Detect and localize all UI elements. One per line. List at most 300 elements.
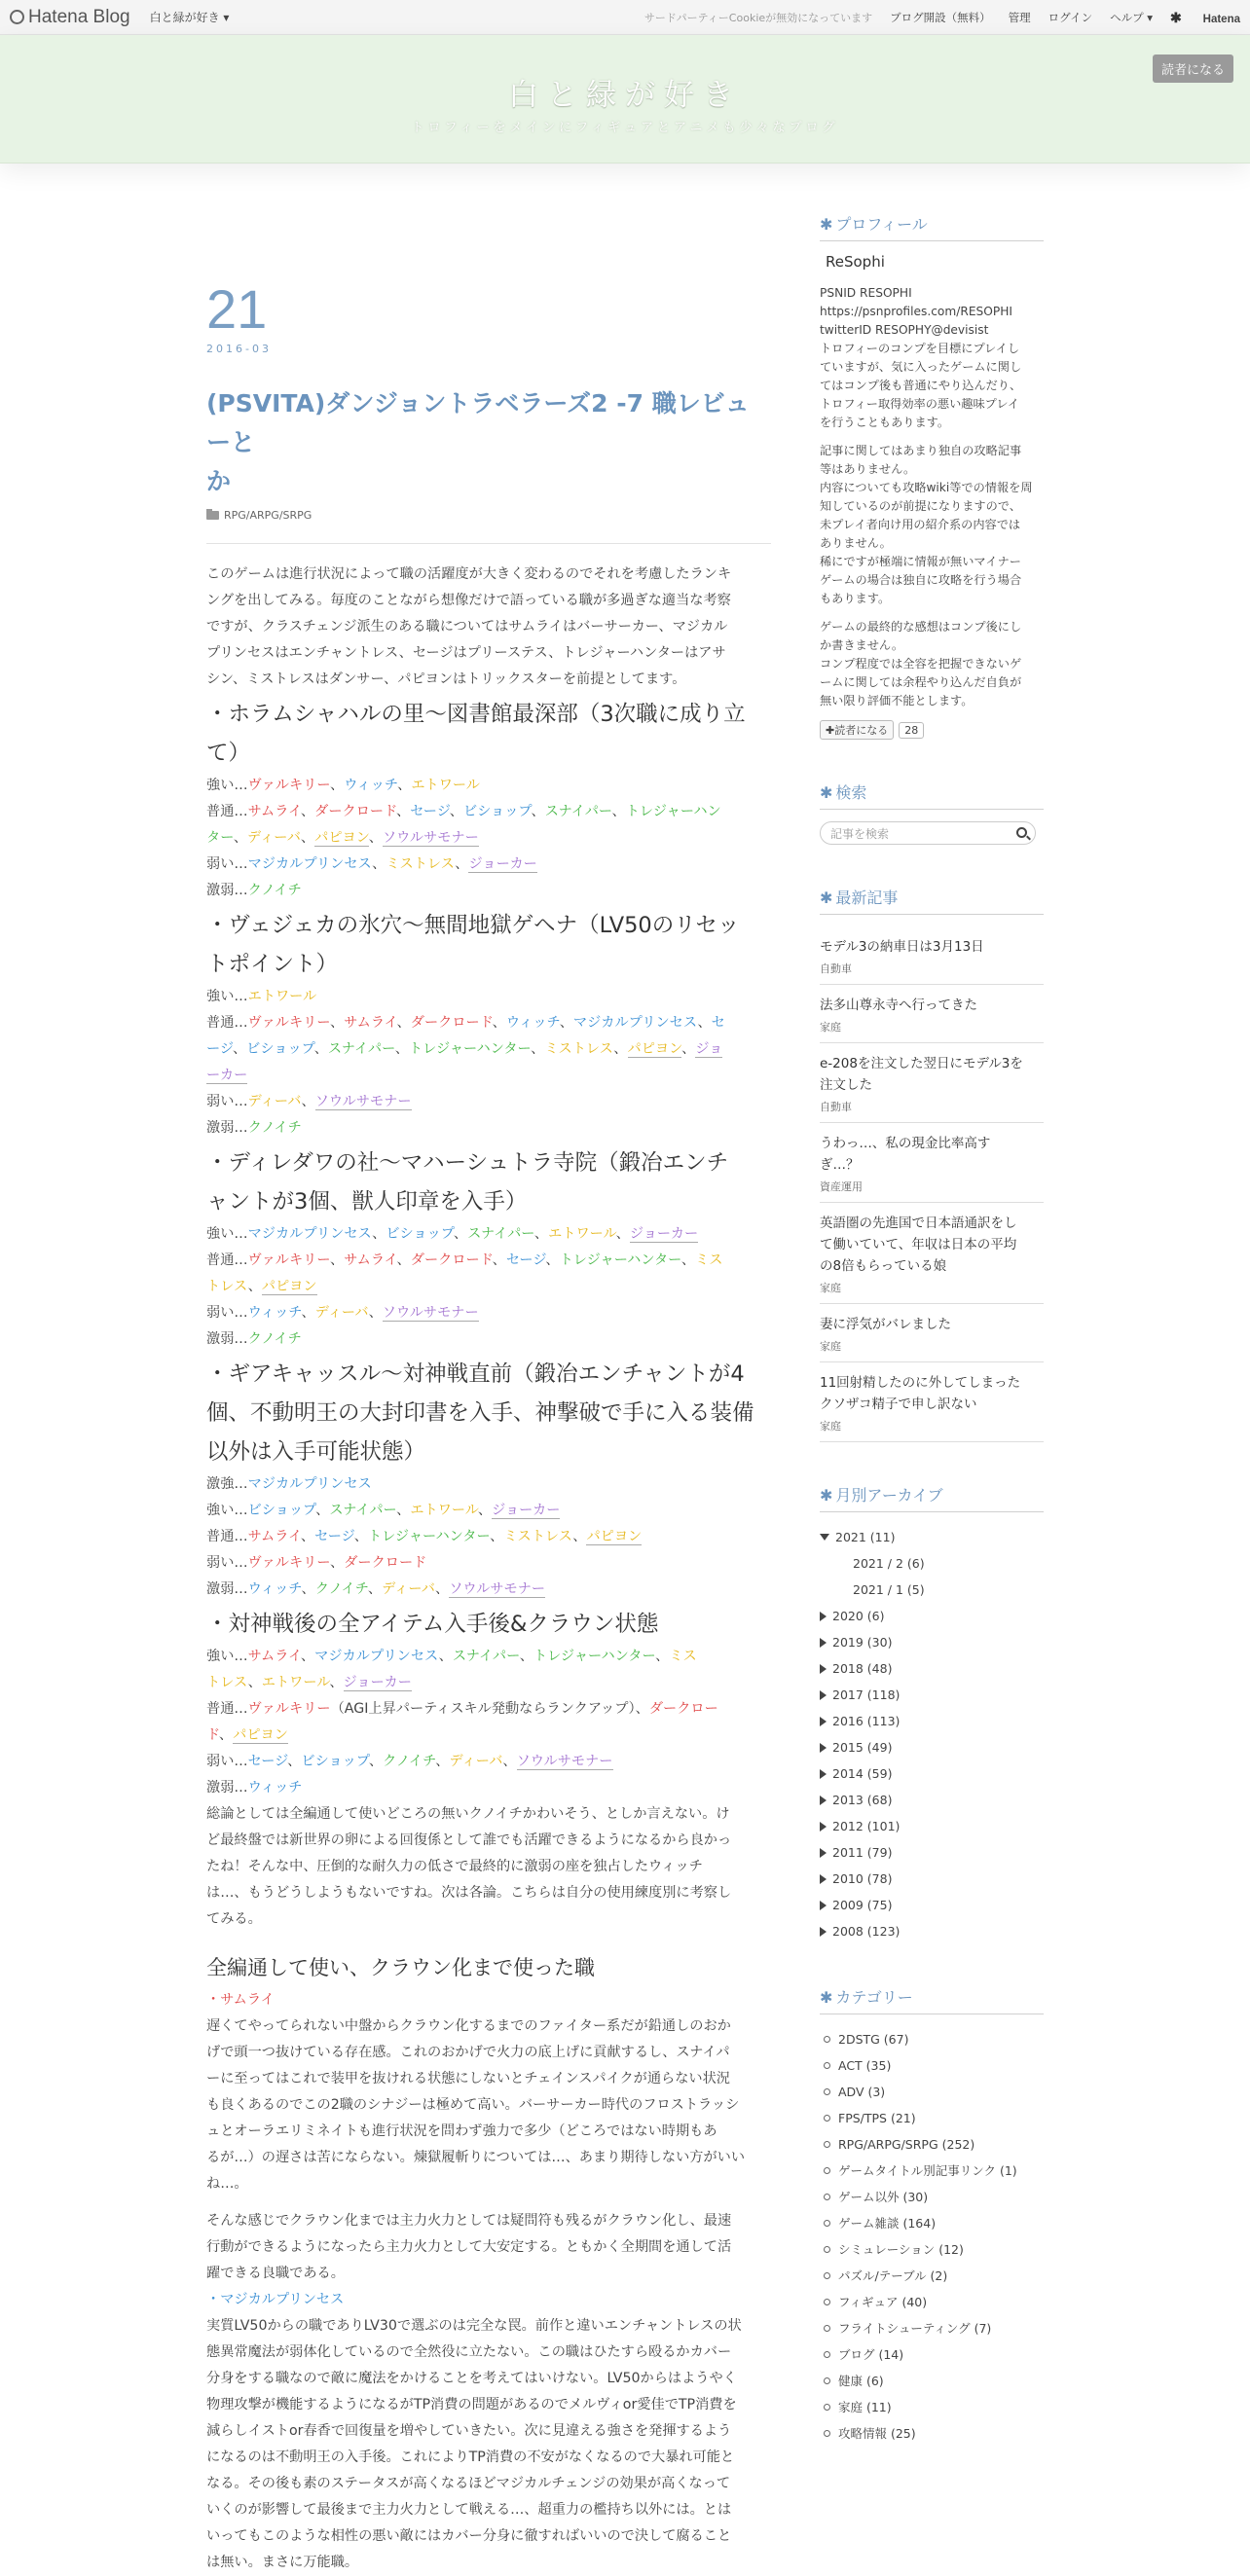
job-darklord: ダークロード [410, 1252, 493, 1268]
job-treasure-part: ター [206, 830, 234, 846]
job-soul-summoner: ソウルサモナー [516, 1754, 613, 1769]
rank-very-weak [206, 1577, 771, 1603]
archive-year[interactable] [820, 1603, 1044, 1629]
job-witch: ウィッチ [247, 1780, 303, 1796]
category-item[interactable]: 健康 (6) [820, 2368, 1044, 2394]
rank-very-weak [206, 1115, 771, 1142]
category-item[interactable]: 家庭 (11) [820, 2394, 1044, 2420]
search-module [820, 780, 1044, 845]
entry-category-label: RPG/ARPG/SRPG [224, 509, 312, 522]
job-sage: セージ [410, 804, 450, 819]
text-line: ーに至ってはこれで装甲を抜けれる状態にしないとチェインスパイクが通らない状況 [206, 2071, 730, 2086]
text-line: 稀にですが極端に情報が無いマイナー [820, 555, 1021, 568]
rank-label: 強い… [206, 778, 248, 793]
samurai-paragraph-2 [206, 2208, 771, 2287]
job-etoile: エトワール [411, 778, 480, 793]
job-papillon: パピヨン [627, 1041, 682, 1057]
recent-entry[interactable] [820, 1362, 1044, 1442]
sep: 、 [300, 830, 315, 846]
text-line: るが…）の遅さは苦にならない。煉獄履斬りについては…、あまり期待しない方がいい [206, 2150, 746, 2165]
category-item[interactable]: フライトシューティング (7) [820, 2315, 1044, 2341]
text-line: ュとオーラエリミネイトも進行状況を問わず強力で多少（どころではない時期もあ [206, 2123, 717, 2139]
text-line: 分身をする職なので敵に魔法をかけることを考えてはいけない。LV50からはようやく [206, 2371, 737, 2386]
job-witch: ウィッチ [344, 778, 398, 793]
text-line: ね…。 [206, 2176, 248, 2192]
sep: 、 [492, 1015, 506, 1031]
archive-year[interactable] [820, 1787, 1044, 1813]
chevron-right-icon[interactable] [820, 1690, 827, 1700]
chevron-right-icon[interactable] [820, 1769, 827, 1779]
sep: 、 [301, 1581, 315, 1597]
heading-line: トポイント） [206, 952, 339, 977]
sep: 、 [615, 1226, 630, 1242]
sep: 、 [697, 1015, 712, 1031]
text-line: ありません。 [820, 536, 892, 550]
recent-entry-title[interactable] [820, 1053, 1044, 1096]
rank-very-strong [206, 1471, 771, 1498]
sep: 、 [477, 1503, 493, 1518]
recent-entry[interactable] [820, 985, 1044, 1043]
recent-entry[interactable] [820, 926, 1044, 985]
text-line: たね！そんな中、圧倒的な耐久力の低さで最終的に激弱の座を独占したウィッチ [206, 1859, 703, 1874]
job-samurai: サムライ [344, 1252, 397, 1268]
sep: 、 [367, 1581, 383, 1597]
chevron-right-icon[interactable] [820, 1612, 827, 1621]
heading-line: ・ホラムシャハルの里〜図書館最深部（3次職に成り立 [206, 702, 746, 727]
sep: 、 [301, 1094, 315, 1109]
samurai-paragraph [206, 2014, 771, 2197]
job-sniper: スナイパー [467, 1226, 534, 1242]
sep: 、 [533, 1226, 549, 1242]
job-darklord-part: ダークロー [648, 1701, 718, 1717]
archive-module [820, 1483, 1044, 1944]
search-icon[interactable] [1016, 827, 1027, 838]
job-kunoichi: クノイチ [383, 1754, 436, 1769]
sep: 、 [372, 1226, 386, 1242]
title-line: の8倍もらっている娘 [820, 1258, 947, 1274]
rank-label: 普通… [206, 1252, 248, 1268]
recent-entry-category[interactable]: 自動車 [820, 962, 852, 975]
chevron-right-icon[interactable] [820, 1874, 827, 1884]
sep: 、 [531, 1041, 545, 1057]
sep: 、 [218, 1727, 234, 1743]
archive-year[interactable] [820, 1682, 1044, 1708]
rank-label: 激弱… [206, 1581, 248, 1597]
subscribe-button[interactable]: 読者になる [1153, 54, 1233, 83]
module-title [820, 1483, 1044, 1512]
section-heading: ・対神戦後の全アイテム入手後&クラウン状態 [206, 1612, 659, 1637]
rank-label: 強い… [206, 1503, 248, 1518]
archive-year-label[interactable]: 2012 (101) [832, 1819, 901, 1833]
job-treasure-hunter: トレジャーハンター [559, 1252, 681, 1268]
hatena-blog-logo[interactable] [10, 7, 130, 28]
agi-note: （AGI上昇パーティスキル発動ならランクアップ） [330, 1701, 636, 1717]
text-line: 減らしイストor春香で回復量を増やしていきたい。次に見違える強さを発揮するよう [206, 2423, 732, 2439]
entry-title[interactable] [206, 384, 771, 501]
chevron-right-icon[interactable] [820, 1743, 827, 1753]
archive-year-label[interactable]: 2008 (123) [832, 1924, 901, 1939]
job-sage: セージ [247, 1754, 288, 1769]
title-line: て働いていて、年収は日本の平均 [820, 1237, 1017, 1252]
archive-year-label[interactable]: 2021 (11) [835, 1530, 896, 1544]
sep: 、 [353, 1529, 368, 1544]
job-sniper: スナイパー [329, 1503, 397, 1518]
text-line: 物理攻撃が機能するようになるがTP消費の問題があるのでメルヴィor愛佳でTP消費を [206, 2397, 737, 2413]
category-item[interactable]: 攻略情報 (25) [820, 2420, 1044, 2447]
text-line: シン、ミストレスはダンサー、パピヨンはトリックスターを前提としてます。 [206, 671, 686, 687]
rank-label: 激強… [206, 1476, 248, 1492]
rank-label: 強い… [206, 1649, 248, 1664]
job-valkyrie: ヴァルキリー [247, 1015, 330, 1031]
job-joker-part: ーカー [206, 1068, 248, 1083]
archive-month[interactable]: 2021 / 1 (5) [853, 1582, 925, 1597]
search-input[interactable] [820, 821, 1036, 845]
job-papillon: パピヨン [261, 1279, 317, 1294]
job-joker: ジョーカー [492, 1503, 561, 1518]
text-line: げで頭一つ抜けている存在感。これのおかげで火力の底上げに貢献するし、スナイパ [206, 2045, 730, 2060]
recent-entry-category[interactable]: 家庭 [820, 1021, 841, 1034]
archive-year-label[interactable]: 2011 (79) [832, 1845, 893, 1860]
text-line: は無い。まさに万能職。 [206, 2555, 359, 2570]
asterisk-icon: ✱ [820, 215, 833, 234]
title-line: 注文した [820, 1077, 872, 1093]
text-line: 未プレイ者向け用の紹介系の内容では [820, 518, 1021, 531]
section-heading [206, 1143, 771, 1221]
folder-icon [206, 511, 219, 520]
job-darklord: ダークロード [344, 1555, 427, 1571]
heading-line: ・ディレダワの社〜マハーシュトラ寺院（鍛冶エンチ [206, 1150, 729, 1176]
rank-label: 激弱… [206, 1780, 248, 1796]
text-line: 態異常魔法が弱体化しているので全然役に立たない。この職はひたすら殴るかカバー [206, 2344, 732, 2360]
sep: 、 [655, 1649, 670, 1664]
sep: 、 [330, 778, 345, 793]
job-sage: セージ [505, 1252, 546, 1268]
sep: 、 [613, 1041, 628, 1057]
recent-entry-category[interactable]: 資産運用 [820, 1180, 863, 1193]
chevron-right-icon[interactable] [820, 1796, 827, 1805]
text-line: 等はありません。 [820, 462, 916, 476]
sep: 、 [315, 1503, 330, 1518]
text-line: このゲームは進行状況によって職の活躍度が大きく変わるのでそれを考慮したランキ [206, 566, 732, 582]
category-item[interactable]: ブログ (14) [820, 2341, 1044, 2368]
rank-label: 弱い… [206, 1555, 248, 1571]
archive-year[interactable] [820, 1813, 1044, 1839]
recent-entry-title[interactable] [820, 1133, 1044, 1176]
sep: 、 [396, 1503, 411, 1518]
job-magical-princess: マジカルプリンセス [572, 1015, 698, 1031]
job-magical-princess: マジカルプリンセス [247, 856, 373, 872]
category-item[interactable]: RPG/ARPG/SRPG (252) [820, 2131, 1044, 2158]
category-item[interactable]: ACT (35) [820, 2052, 1044, 2079]
recent-entry[interactable] [820, 1123, 1044, 1203]
recent-entry-title[interactable]: 法多山尊永寺へ行ってきた [820, 998, 977, 1013]
archive-year[interactable] [820, 1629, 1044, 1655]
recent-entry-category[interactable]: 家庭 [820, 1420, 841, 1433]
job-joker: ジョーカー [629, 1226, 699, 1242]
blog-title[interactable]: 白と緑が好き [508, 78, 742, 113]
mp-heading: ・マジカルプリンセス [206, 2292, 345, 2307]
text-line: コンプ程度では全容を把握できないゲ [820, 657, 1022, 671]
entry-day[interactable]: 21 [206, 278, 268, 340]
divider [206, 543, 771, 544]
rank-normal [206, 1248, 771, 1300]
text-line: トロフィーのコンプを目標にプレイし [820, 342, 1020, 355]
category-item[interactable]: シミュレーション (12) [820, 2236, 1044, 2263]
sep: 、 [680, 1252, 696, 1268]
category-title: カテゴリー [835, 1988, 913, 2007]
title-line: 11回射精したのに外してしまった [820, 1375, 1021, 1391]
job-diva: ディーバ [314, 1305, 369, 1321]
sep: 、 [531, 804, 545, 819]
module-title [820, 886, 1044, 915]
sep: 、 [572, 1529, 587, 1544]
sep: 、 [435, 1581, 450, 1597]
blog-subtitle: トロフィーをメインにフィギュアとアニメも少々なブログ [411, 121, 839, 135]
category-item[interactable]: FPS/TPS (21) [820, 2105, 1044, 2131]
blog-header [0, 35, 1250, 163]
sep: 、 [233, 830, 248, 846]
job-sage-part: ージ [206, 1041, 233, 1057]
summary-paragraph [206, 1801, 771, 1933]
text-line: なる。その後も素のステータスが高くなるほどマジカルチェンジの効果が高くなって [206, 2476, 731, 2491]
admin-link[interactable]: 管理 [1008, 11, 1031, 24]
job-samurai: サムライ [344, 1015, 397, 1031]
sep: 、 [232, 1041, 247, 1057]
hatena-label: Hatena [1202, 13, 1240, 25]
recent-entry[interactable] [820, 1304, 1044, 1362]
rank-label: 普通… [206, 1529, 248, 1544]
archive-year-label[interactable]: 2009 (75) [832, 1898, 893, 1912]
job-witch: ウィッチ [247, 1581, 302, 1597]
profile-link[interactable]: https://psnprofiles.com/RESOPHI [820, 305, 1012, 318]
asterisk-icon: ✱ [820, 1486, 833, 1505]
job-etoile: エトワール [261, 1675, 330, 1690]
sep: 、 [330, 1252, 345, 1268]
recent-entry[interactable] [820, 1203, 1044, 1304]
text-line: ゲームの場合は独自に攻略を行う場合 [820, 573, 1022, 587]
recent-entry-title[interactable] [820, 1372, 1044, 1415]
subscribe-row [820, 720, 1044, 740]
archive-year[interactable] [820, 1918, 1044, 1944]
rank-strong [206, 1221, 771, 1248]
chevron-down-icon[interactable] [820, 1534, 829, 1541]
text-line: ていますが、気に入ったゲームに関し [820, 360, 1022, 374]
job-diva: ディーバ [449, 1754, 503, 1769]
sep: 、 [490, 1529, 504, 1544]
logo-text: Hatena Blog [28, 6, 130, 27]
job-mistress-part: トレス [206, 1675, 248, 1690]
sep: 、 [287, 1754, 302, 1769]
sep: 、 [300, 1529, 315, 1544]
archive-year[interactable] [820, 1655, 1044, 1682]
archive-year-label[interactable]: 2018 (48) [832, 1661, 893, 1676]
archive-year[interactable] [820, 1708, 1044, 1734]
sep: 、 [368, 1305, 383, 1321]
chevron-right-icon[interactable] [820, 1664, 827, 1674]
job-treasure-hunter: トレジャーハンター [408, 1041, 532, 1057]
text-line: そんな感じでクラウン化までは主力火力としては疑問符も残るがクラウン化し、最速 [206, 2213, 732, 2229]
archive-year[interactable] [820, 1866, 1044, 1892]
profile-title: プロフィール [835, 215, 928, 234]
job-joker-part: ジョ [695, 1041, 723, 1057]
text-line: を行うこともあります。 [820, 416, 950, 429]
asterisk-icon: ✱ [820, 889, 833, 907]
heading-line: 個、不動明王の大封印書を入手、神撃破で手に入る装備 [206, 1400, 754, 1426]
help-menu[interactable]: ヘルプ ▾ [1110, 11, 1154, 24]
text-line: トロフィー取得効率の悪い趣味プレイ [820, 397, 1020, 411]
subscriber-count: 28 [899, 722, 924, 739]
profile-text [820, 618, 1044, 710]
recent-entry-title[interactable]: モデル3の納車日は3月13日 [820, 939, 984, 955]
chevron-right-icon[interactable] [820, 1638, 827, 1648]
chevron-right-icon[interactable] [820, 1927, 827, 1937]
open-blog-link[interactable]: ブログ開設（無料） [890, 11, 991, 24]
job-kunoichi: クノイチ [247, 1120, 302, 1136]
rank-strong [206, 1644, 771, 1696]
rank-weak [206, 1300, 771, 1326]
job-etoile: エトワール [247, 989, 317, 1004]
archive-year-label[interactable]: 2017 (118) [832, 1687, 901, 1702]
job-mistress: ミストレス [386, 856, 456, 872]
archive-year-label[interactable]: 2010 (78) [832, 1871, 893, 1886]
entry-body [206, 562, 771, 2576]
category-item[interactable]: ゲームタイトル別記事リンク (1) [820, 2158, 1044, 2184]
entry-category[interactable] [206, 509, 771, 522]
text-line: 躍できる良職である。 [206, 2266, 345, 2281]
hatena-menu[interactable]: ✱ Hatena [1170, 9, 1240, 25]
category-item[interactable]: ゲーム雑談 (164) [820, 2210, 1044, 2236]
sep: 、 [372, 856, 386, 872]
sidebar-subscribe-button[interactable]: ✚ 読者になる [820, 720, 894, 740]
recent-entry[interactable] [820, 1043, 1044, 1123]
text-line: 無い限り評価不能とします。 [820, 694, 974, 707]
rank-weak [206, 1749, 771, 1775]
rank-strong [206, 773, 771, 799]
recent-entry-category[interactable]: 家庭 [820, 1340, 841, 1353]
archive-month[interactable]: 2021 / 2 (6) [853, 1556, 925, 1571]
entry-title-line2: か [206, 467, 232, 495]
entry-year-month[interactable]: 2016-03 [206, 343, 272, 355]
archive-year-label[interactable]: 2014 (59) [832, 1766, 893, 1781]
text-line: ームに関しては余程やり込んだ自負が [820, 675, 1022, 689]
archive-year[interactable] [820, 1839, 1044, 1866]
text-line: 総論としては全編通して使いどころの無いクノイチかわいそう、としか言えない。け [206, 1806, 730, 1822]
chevron-right-icon[interactable] [820, 1901, 827, 1910]
job-mistress: ミストレス [503, 1529, 573, 1544]
title-line: クソザコ精子で申し訳ない [820, 1397, 977, 1412]
text-line: twitterID RESOPHY@devisist [820, 323, 989, 337]
chevron-right-icon[interactable] [820, 1822, 827, 1832]
archive-year[interactable] [820, 1524, 1044, 1550]
archive-year-label[interactable]: 2019 (30) [832, 1635, 893, 1650]
job-witch: ウィッチ [247, 1305, 302, 1321]
blog-selector[interactable]: 白と緑が好き ▾ [149, 11, 230, 24]
rank-label: 激弱… [206, 1331, 248, 1347]
archive-year[interactable] [820, 1760, 1044, 1787]
job-sage: セージ [314, 1529, 354, 1544]
category-item[interactable]: フィギュア (40) [820, 2289, 1044, 2315]
rank-label: 強い… [206, 1226, 248, 1242]
job-samurai: サムライ [247, 804, 301, 819]
heading-line: ・ヴェジェカの氷穴〜無間地獄ゲヘナ（LV50のリセッ [206, 913, 740, 938]
category-module [820, 1985, 1044, 2447]
profile-text [820, 284, 1044, 432]
sidebar [820, 212, 1044, 2487]
text-line: ど最終盤では新世界の卵による回復係として誰でも活躍できるようになるから良かっ [206, 1832, 732, 1848]
sep: 、 [368, 830, 383, 846]
job-papillon: パピヨン [586, 1529, 643, 1544]
archive-year-label[interactable]: 2020 (6) [832, 1609, 885, 1623]
job-mistress-part: トレス [206, 1279, 248, 1294]
sep: 、 [396, 1015, 411, 1031]
sep: 、 [502, 1754, 517, 1769]
chevron-right-icon[interactable] [820, 1848, 827, 1858]
category-item[interactable]: パズル/テーブル (2) [820, 2263, 1044, 2289]
heading-line: ャントが3個、獣人印章を入手） [206, 1189, 528, 1215]
chevron-right-icon[interactable] [820, 1717, 827, 1726]
title-line: e-208を注文した翌日にモデル3を [820, 1056, 1023, 1071]
text-line: てみる。 [206, 1911, 262, 1927]
recent-entry-category[interactable]: 自動車 [820, 1101, 852, 1113]
text-line: ングを出してみる。毎度のことながら想像だけで語っている職が多過ぎな適当な考察 [206, 593, 731, 608]
job-darklord-part: ド [206, 1727, 219, 1743]
job-soul-summoner: ソウルサモナー [314, 1094, 412, 1109]
hatena-ring-icon [10, 10, 24, 24]
category-item[interactable]: 2DSTG (67) [820, 2026, 1044, 2052]
rank-label: 強い… [206, 989, 248, 1004]
category-item[interactable]: ADV (3) [820, 2079, 1044, 2105]
asterisk-icon: ✱ [820, 1988, 833, 2007]
sep: 、 [559, 1015, 573, 1031]
text-line: か書きません。 [820, 638, 904, 652]
job-treasure-hunter: トレジャーハンター [367, 1529, 491, 1544]
recent-entry-title[interactable] [820, 1213, 1044, 1277]
rank-label: 弱い… [206, 1305, 248, 1321]
rank-label: 激弱… [206, 883, 248, 898]
job-valkyrie: ヴァルキリー [247, 1252, 330, 1268]
archive-year[interactable] [820, 1734, 1044, 1760]
job-sniper: スナイパー [544, 804, 612, 819]
sep: 、 [394, 1041, 409, 1057]
sep: 、 [438, 1649, 453, 1664]
sep: 、 [635, 1701, 649, 1717]
entry-title-line1: (PSVITA)ダンジョントラベラーズ2 -7 職レビューと [206, 389, 750, 456]
rank-strong [206, 1498, 771, 1524]
recent-entry-title[interactable]: 妻に浮気がバレました [820, 1317, 951, 1332]
archive-year[interactable] [820, 1892, 1044, 1918]
archive-year-label[interactable]: 2013 (68) [832, 1793, 893, 1807]
profile-name[interactable]: ReSophi [826, 253, 885, 271]
subscribe-label: 読者になる [834, 724, 889, 737]
rank-very-weak [206, 1775, 771, 1801]
login-link[interactable]: ログイン [1048, 11, 1093, 24]
rank-weak [206, 852, 771, 878]
job-mistress-part: ミス [669, 1649, 697, 1664]
recent-entries-module [820, 886, 1044, 1442]
recent-entry-category[interactable]: 家庭 [820, 1282, 841, 1294]
archive-year-label[interactable]: 2016 (113) [832, 1714, 901, 1728]
category-item[interactable]: ゲーム以外 (30) [820, 2184, 1044, 2210]
rank-label: 弱い… [206, 1754, 248, 1769]
section-heading [206, 695, 771, 773]
job-magical-princess: マジカルプリンセス [314, 1649, 439, 1664]
title-line: 英語圏の先進国で日本語通訳をし [820, 1215, 1017, 1231]
job-witch: ウィッチ [505, 1015, 560, 1031]
rank-normal [206, 1010, 771, 1089]
text-line: ですが、クラスチェンジ派生のある職についてはサムライはバーサーカー、マジカル [206, 619, 728, 635]
search-placeholder: 記事を検索 [830, 827, 890, 841]
archive-year-label[interactable]: 2015 (49) [832, 1740, 893, 1755]
